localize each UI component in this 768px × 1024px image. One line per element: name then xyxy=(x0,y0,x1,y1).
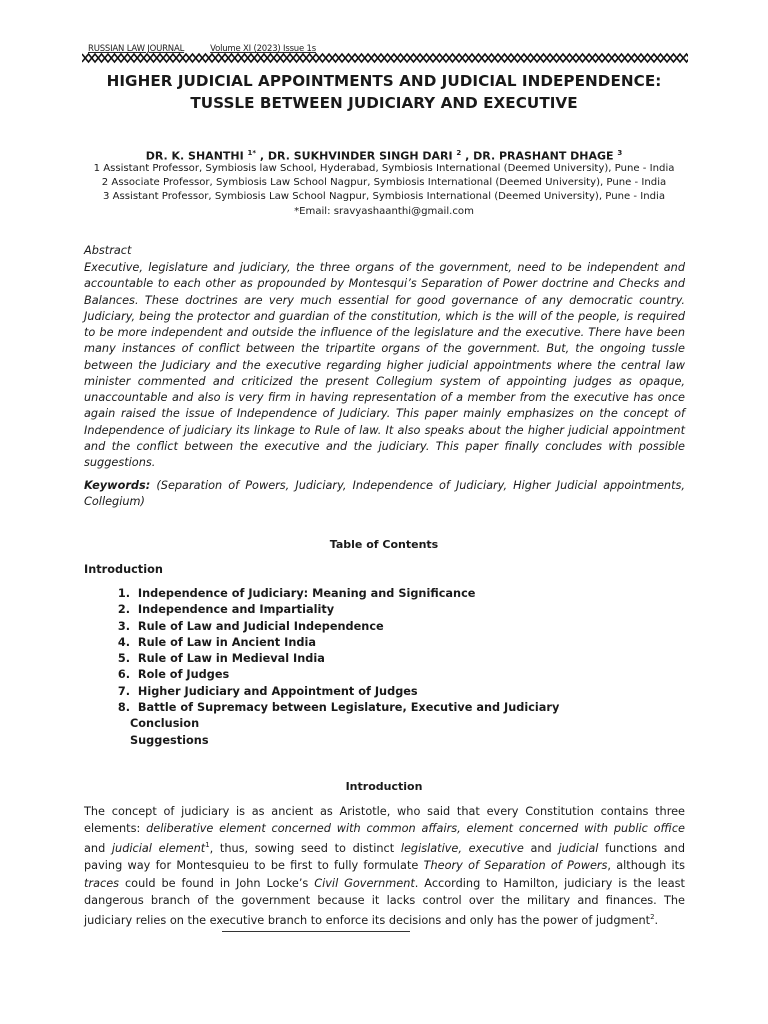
introduction-paragraph xyxy=(84,803,685,929)
intro-emphasis: deliberative element concerned with common affairs, element concerned with public office xyxy=(146,822,685,836)
corresponding-email: *Email: sravyashaanthi@gmail.com xyxy=(294,206,474,217)
toc-item-label: Rule of Law in Medieval India xyxy=(137,652,325,666)
intro-text: functions and paving way for Montesquieu to be first to fully formulate xyxy=(84,842,685,873)
toc-item-number: 4. xyxy=(117,635,130,649)
author-2-name: DR. SUKHVINDER SINGH DARI xyxy=(267,149,453,163)
toc-item-number: 6. xyxy=(117,668,130,682)
intro-text: and xyxy=(84,842,112,856)
affiliation-3: 3 Assistant Professor, Symbiosis Law School Nagpur, Symbiosis International (Deemed University), Pune - India xyxy=(102,191,666,202)
toc-item-label: Role of Judges xyxy=(137,668,230,682)
intro-emphasis: judicial element xyxy=(111,842,206,856)
toc-item-number: 7. xyxy=(117,684,130,698)
toc-heading: Table of Contents xyxy=(329,538,439,551)
toc-item xyxy=(104,700,559,716)
decorative-zigzag-border xyxy=(82,51,688,65)
toc-item-label: Rule of Law in Ancient India xyxy=(137,635,316,649)
author-separator: , xyxy=(461,149,474,163)
toc-item-label: Higher Judiciary and Appointment of Judges xyxy=(137,684,418,698)
author-2-mark: 2 xyxy=(456,149,462,157)
toc-item xyxy=(104,586,559,602)
author-3-mark: 3 xyxy=(617,149,623,157)
toc-introduction: Introduction xyxy=(84,563,163,576)
toc-item xyxy=(104,651,559,667)
toc-list xyxy=(104,586,559,716)
keywords-text: (Separation of Powers, Judiciary, Independence of Judiciary, Higher Judicial appointments, Collegium) xyxy=(84,479,685,509)
author-3-name: DR. PRASHANT DHAGE xyxy=(473,149,614,163)
intro-text: and xyxy=(523,842,559,856)
intro-emphasis: Theory of Separation of Powers xyxy=(423,859,608,873)
toc-conclusion: Conclusion xyxy=(130,717,200,730)
intro-text: . xyxy=(654,913,659,927)
introduction-heading: Introduction xyxy=(345,780,423,793)
toc-item-number: 5. xyxy=(117,652,130,666)
intro-emphasis: traces xyxy=(84,876,120,890)
author-list xyxy=(84,146,684,164)
toc-item xyxy=(104,667,559,683)
paper-title-line-1: HIGHER JUDICIAL APPOINTMENTS AND JUDICIAL INDEPENDENCE: xyxy=(106,72,662,90)
affiliation-1: 1 Assistant Professor, Symbiosis law School, Hyderabad, Symbiosis International (Deemed University), Pune - India xyxy=(93,163,675,174)
abstract-heading: Abstract xyxy=(84,244,132,257)
author-1-name: DR. K. SHANTHI xyxy=(145,149,244,163)
intro-text: could be found in John Locke’s xyxy=(119,876,315,890)
keywords xyxy=(84,478,685,511)
journal-name: RUSSIAN LAW JOURNAL xyxy=(88,44,185,54)
toc-item xyxy=(104,684,559,700)
toc-item-number: 8. xyxy=(117,701,130,715)
toc-item xyxy=(104,602,559,618)
toc-item-number: 3. xyxy=(117,619,130,633)
toc-item-label: Independence of Judiciary: Meaning and Significance xyxy=(137,587,476,600)
intro-emphasis: judicial xyxy=(558,842,599,856)
intro-text: , thus, sowing seed to distinct xyxy=(209,842,401,856)
toc-item-label: Battle of Supremacy between Legislature, Executive and Judiciary xyxy=(137,701,560,715)
paper-title xyxy=(84,70,684,114)
intro-text: , although its xyxy=(607,859,685,873)
keywords-label: Keywords: xyxy=(84,479,151,492)
journal-volume: Volume XI (2023) Issue 1s xyxy=(210,44,316,54)
footnote-separator xyxy=(222,931,410,932)
affiliation-2: 2 Associate Professor, Symbiosis Law School Nagpur, Symbiosis International (Deemed University), Pune - India xyxy=(101,177,667,188)
abstract-text: Executive, legislature and judiciary, the three organs of the government, need to be independent and accountable to each other as propounded by Montesqui’s Separation of Power doctrine and Checks and Balances. These doctrines are very much essential for good governance of any democratic country. Judiciary, being the protector and guardian of the constitution, which is the will of the people, is required to be more independent and outside the influence of the legislature and the executive. There have been many instances of conflict between the tripartite organs of the government. But, the ongoing tussle between the Judiciary and the executive regarding higher judicial appointments where the central law minister commented and criticized the present Collegium system of appointing judges as opaque, unaccountable and also is very firm in having representation of a member from the executive has once again raised the issue of Independence of Judiciary. This paper mainly emphasizes on the concept of Independence of judiciary its linkage to Rule of law. It also speaks about the higher judicial appointment and the conflict between the executive and the judiciary. This paper finally concludes with possible suggestions. xyxy=(84,261,685,469)
toc-suggestions: Suggestions xyxy=(130,734,209,747)
intro-text: The concept of judiciary is as ancient as Aristotle, who said that every Constitution contains three elements: xyxy=(84,805,685,836)
toc-item-number: 1. xyxy=(117,587,130,600)
intro-emphasis: Civil Government xyxy=(314,876,415,890)
toc-item xyxy=(104,619,559,635)
toc-item-label: Independence and Impartiality xyxy=(137,603,335,617)
intro-text: . According to Hamilton, judiciary is the least dangerous branch of the government because it lacks control over the military and finances. The judiciary relies on the executive branch to enforce its decisions and only has the power of judgment xyxy=(84,876,685,927)
toc-item xyxy=(104,635,559,651)
author-1-mark: 1* xyxy=(247,149,257,157)
footnote-ref-1[interactable]: 1 xyxy=(205,841,210,850)
toc-item-number: 2. xyxy=(117,603,130,617)
footnote-ref-2[interactable]: 2 xyxy=(650,912,655,921)
toc-item-label: Rule of Law and Judicial Independence xyxy=(137,619,384,633)
intro-emphasis: legislative, executive xyxy=(400,842,524,856)
author-separator: , xyxy=(256,149,268,163)
paper-title-line-2: TUSSLE BETWEEN JUDICIARY AND EXECUTIVE xyxy=(190,94,578,112)
